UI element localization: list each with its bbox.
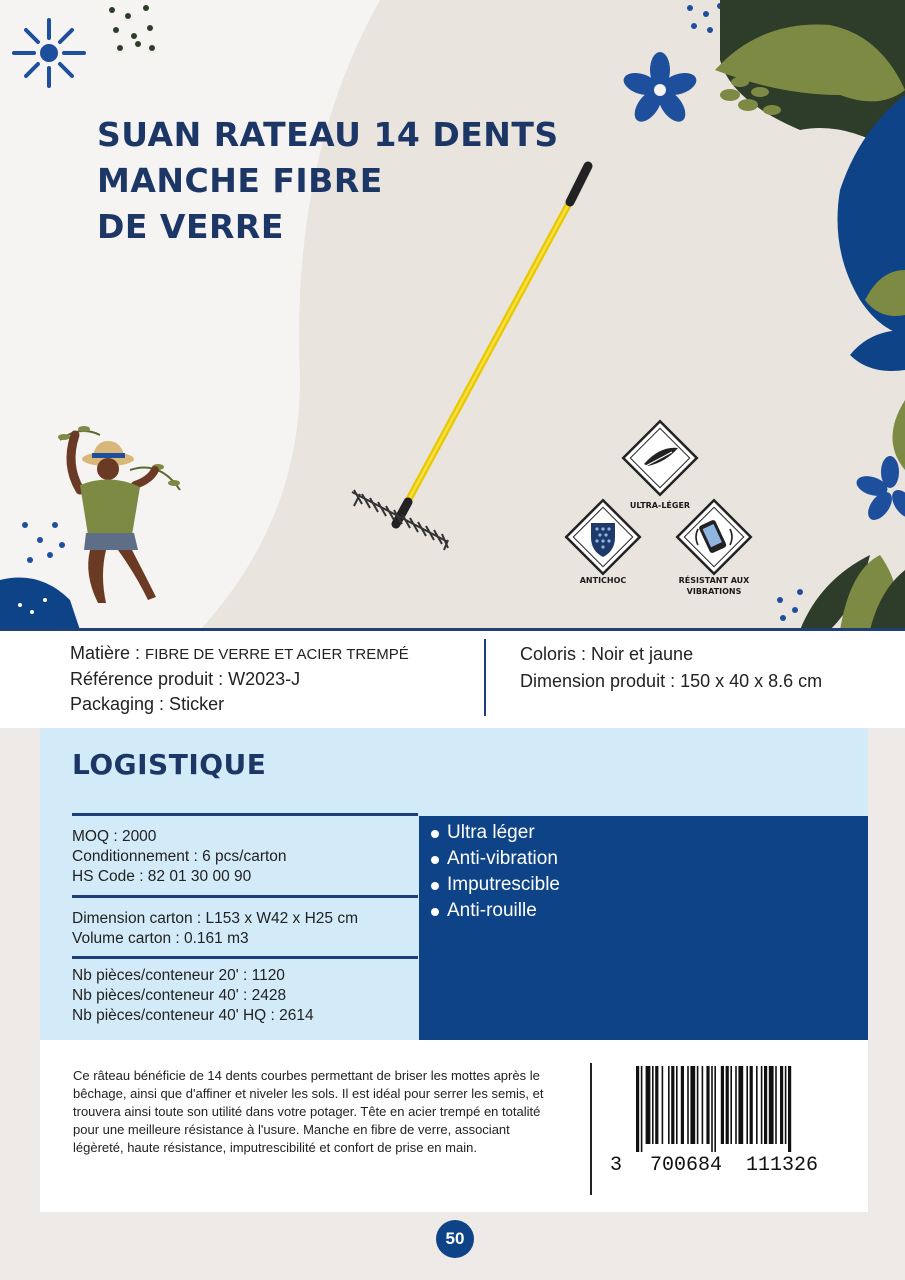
barcode-bar bbox=[671, 1066, 674, 1144]
barcode-bar bbox=[641, 1066, 643, 1152]
vibration-label-line2: VIBRATIONS bbox=[686, 587, 742, 596]
vibration-resistant-badge-icon bbox=[674, 497, 754, 577]
material-value: FIBRE DE VERRE ET ACIER TREMPÉ bbox=[145, 646, 409, 663]
logistics-section bbox=[40, 728, 868, 1040]
barcode-bar bbox=[636, 1066, 639, 1152]
features-panel bbox=[419, 816, 868, 1040]
barcode-bar bbox=[646, 1066, 651, 1144]
logistics-rule-1 bbox=[72, 813, 418, 816]
vibration-label-line1: RÉSISTANT AUX bbox=[678, 576, 750, 585]
reference-spec: Référence produit : W2023-J bbox=[70, 669, 301, 689]
barcode-bar bbox=[652, 1066, 654, 1144]
shockproof-label: ANTICHOC bbox=[579, 576, 627, 585]
dimension-spec: Dimension produit : 150 x 40 x 8.6 cm bbox=[520, 671, 823, 691]
barcode-bar bbox=[750, 1066, 753, 1144]
barcode-bar bbox=[756, 1066, 758, 1144]
barcode-bar bbox=[761, 1066, 763, 1144]
logistics-rule-3 bbox=[72, 956, 418, 959]
barcode-bar bbox=[662, 1066, 664, 1144]
conditioning: Conditionnement : 6 pcs/carton bbox=[72, 848, 287, 865]
ultra-light-label: ULTRA-LÉGER bbox=[629, 501, 691, 510]
logistics-block-1 bbox=[72, 827, 287, 887]
barcode-bar bbox=[721, 1066, 724, 1144]
title-line-2: MANCHE FIBRE bbox=[97, 161, 383, 200]
description-divider bbox=[590, 1063, 592, 1195]
barcode-bar bbox=[655, 1066, 658, 1144]
barcode-bar bbox=[706, 1066, 709, 1144]
feature-item: Ultra léger bbox=[447, 822, 535, 843]
packaging-spec: Packaging : Sticker bbox=[70, 694, 225, 714]
barcode-bar bbox=[788, 1066, 791, 1152]
carton-volume: Volume carton : 0.161 m3 bbox=[72, 930, 249, 947]
container-40hq: Nb pièces/conteneur 40' HQ : 2614 bbox=[72, 1007, 314, 1024]
barcode-bar bbox=[711, 1066, 713, 1152]
feature-item: Imputrescible bbox=[447, 874, 560, 895]
feature-item: Anti-vibration bbox=[447, 848, 558, 869]
product-specs bbox=[0, 631, 905, 728]
moq: MOQ : 2000 bbox=[72, 828, 157, 845]
barcode-bar bbox=[735, 1066, 737, 1144]
barcode-bar bbox=[769, 1066, 774, 1144]
barcode-bar bbox=[764, 1066, 767, 1144]
colors-spec: Coloris : Noir et jaune bbox=[520, 644, 694, 664]
barcode-bar bbox=[780, 1066, 783, 1144]
page-number: 50 bbox=[436, 1220, 474, 1258]
vibration-resistant-label bbox=[669, 575, 759, 597]
barcode-group-1: 700684 bbox=[650, 1154, 723, 1176]
barcode-bar bbox=[775, 1066, 777, 1144]
material-label: Matière : bbox=[70, 643, 146, 663]
hs-code: HS Code : 82 01 30 00 90 bbox=[72, 868, 252, 885]
barcode-bar bbox=[738, 1066, 743, 1144]
rake-image bbox=[340, 150, 600, 570]
shockproof-badge-icon bbox=[563, 497, 643, 577]
description-section bbox=[40, 1040, 868, 1212]
container-40: Nb pièces/conteneur 40' : 2428 bbox=[72, 987, 287, 1004]
barcode-bar bbox=[687, 1066, 689, 1144]
logistics-block-3 bbox=[72, 966, 314, 1026]
product-description: Ce râteau bénéficie de 14 dents courbes permettant de briser les mottes après le bêchage, ainsi que d'affiner et niveler les sols. Il est idéal pour serrer les semis, et trouvera ainsi toute son utilité dans votre potager. Tête en acier trempé en totalité pour une meilleure résistance à l'usure. Manche en fibre de verre, associant légèreté, haute résistance, imputrescibilité et confort de prise en main. bbox=[73, 1068, 544, 1155]
barcode-bars bbox=[636, 1066, 791, 1152]
barcode-digit-1: 3 bbox=[610, 1154, 623, 1176]
carton-dimension: Dimension carton : L153 x W42 x H25 cm bbox=[72, 910, 359, 927]
barcode-bar bbox=[676, 1066, 678, 1144]
barcode-bar bbox=[702, 1066, 704, 1144]
specs-divider bbox=[484, 639, 486, 716]
title-line-1: SUAN RATEAU 14 DENTS bbox=[97, 115, 559, 154]
barcode-bar bbox=[730, 1066, 732, 1144]
barcode-bar bbox=[746, 1066, 748, 1144]
title-line-3: DE VERRE bbox=[97, 207, 284, 246]
barcode-bar bbox=[714, 1066, 716, 1152]
logistics-block-2 bbox=[72, 909, 358, 949]
barcode-bar bbox=[668, 1066, 670, 1144]
logistics-title: LOGISTIQUE bbox=[72, 748, 267, 781]
feature-item: Anti-rouille bbox=[447, 900, 537, 921]
barcode-bar bbox=[697, 1066, 699, 1144]
dots-top-left bbox=[109, 5, 155, 51]
material-spec bbox=[70, 643, 409, 664]
gardener-illustration bbox=[40, 415, 200, 615]
barcode-bar bbox=[681, 1066, 684, 1144]
ultra-light-badge-icon bbox=[620, 418, 700, 498]
container-20: Nb pièces/conteneur 20' : 1120 bbox=[72, 967, 285, 984]
barcode-bar bbox=[726, 1066, 729, 1144]
barcode-group-2: 111326 bbox=[746, 1154, 819, 1176]
logistics-rule-2 bbox=[72, 895, 418, 898]
barcode-bar bbox=[785, 1066, 787, 1144]
barcode bbox=[606, 1066, 828, 1176]
sun-doodle bbox=[14, 20, 84, 86]
barcode-bar bbox=[690, 1066, 695, 1144]
hero-section bbox=[0, 0, 905, 630]
